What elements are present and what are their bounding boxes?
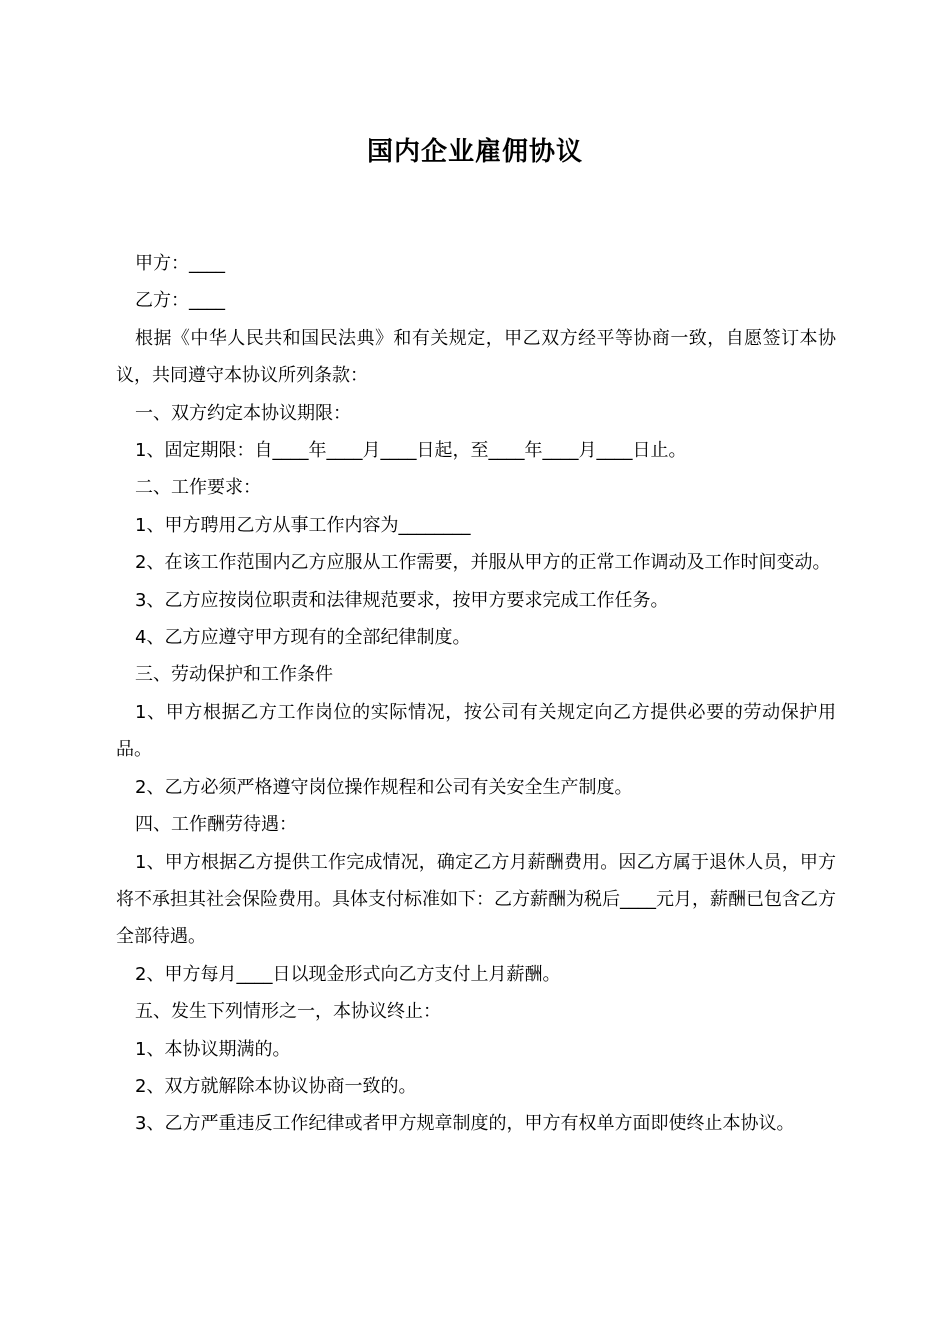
clause-paragraph: 1、本协议期满的。 bbox=[135, 1038, 291, 1060]
section-heading-term: 一、双方约定本协议期限： bbox=[135, 402, 351, 424]
preamble-paragraph: 根据《中华人民共和国民法典》和有关规定，甲乙双方经平等协商一致，自愿签订本协议，共同遵守本协议所列条款： bbox=[116, 327, 836, 387]
party-b-line: 乙方：____ bbox=[135, 290, 225, 312]
section-heading-labor-protection: 三、劳动保护和工作条件 bbox=[135, 664, 333, 686]
document-body bbox=[116, 245, 836, 1143]
clause-paragraph: 2、双方就解除本协议协商一致的。 bbox=[135, 1075, 417, 1097]
section-heading-termination: 五、发生下列情形之一，本协议终止： bbox=[135, 1001, 441, 1023]
clause-paragraph: 2、乙方必须严格遵守岗位操作规程和公司有关安全生产制度。 bbox=[135, 776, 633, 798]
clause-paragraph: 2、甲方每月____日以现金形式向乙方支付上月薪酬。 bbox=[135, 963, 561, 985]
clause-paragraph: 1、固定期限：自____年____月____日起，至____年____月____日止。 bbox=[135, 440, 687, 462]
clause-paragraph: 3、乙方严重违反工作纪律或者甲方规章制度的，甲方有权单方面即使终止本协议。 bbox=[135, 1113, 795, 1135]
clause-paragraph: 1、甲方根据乙方工作岗位的实际情况，按公司有关规定向乙方提供必要的劳动保护用品。 bbox=[116, 701, 836, 761]
clause-paragraph: 1、甲方根据乙方提供工作完成情况，确定乙方月薪酬费用。因乙方属于退休人员，甲方将不承担其社会保险费用。具体支付标准如下：乙方薪酬为税后____元月，薪酬已包含乙方全部待遇。 bbox=[116, 851, 836, 948]
section-heading-remuneration: 四、工作酬劳待遇： bbox=[135, 814, 297, 836]
party-a-line: 甲方：____ bbox=[135, 253, 225, 274]
clause-paragraph: 2、在该工作范围内乙方应服从工作需要，并服从甲方的正常工作调动及工作时间变动。 bbox=[135, 552, 831, 574]
clause-paragraph: 3、乙方应按岗位职责和法律规范要求，按甲方要求完成工作任务。 bbox=[135, 589, 669, 611]
document-title: 国内企业雇佣协议 bbox=[366, 137, 583, 167]
clause-paragraph: 1、甲方聘用乙方从事工作内容为________ bbox=[135, 514, 471, 536]
section-heading-work-requirements: 二、工作要求： bbox=[135, 477, 261, 499]
clause-paragraph: 4、乙方应遵守甲方现有的全部纪律制度。 bbox=[135, 627, 471, 649]
